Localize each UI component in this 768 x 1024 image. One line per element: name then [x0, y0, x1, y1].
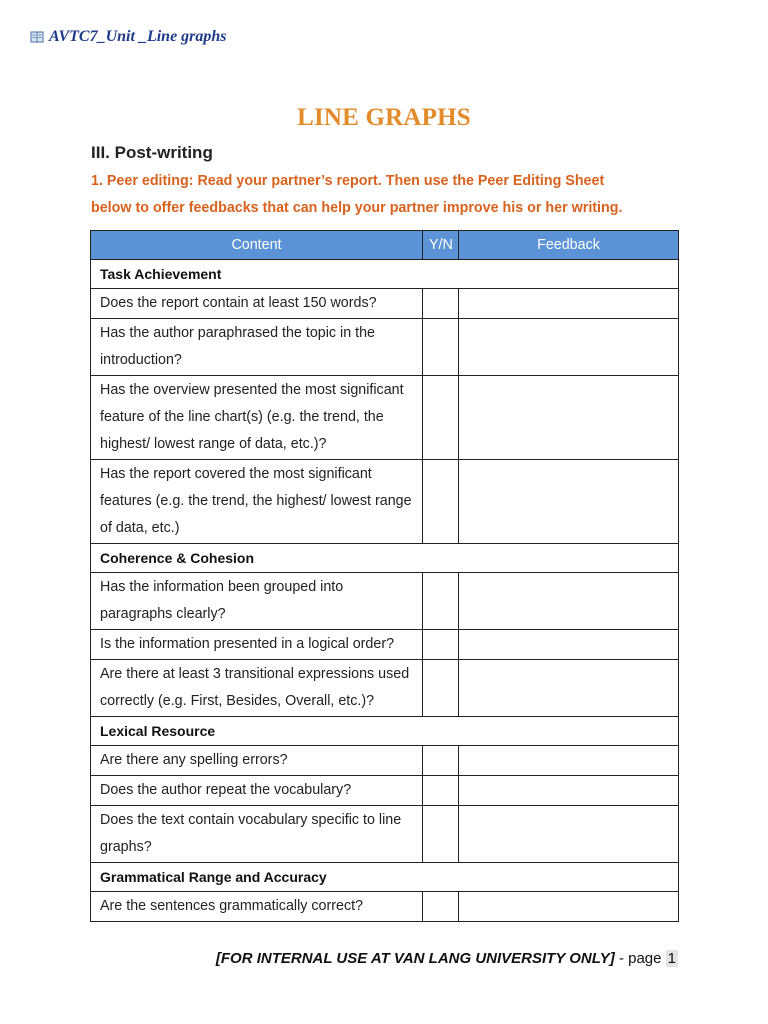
question-text: Does the text contain vocabulary specific to line graphs? — [91, 806, 423, 863]
peer-editing-table — [90, 230, 679, 922]
instruction-text — [91, 168, 691, 222]
category-row — [91, 544, 679, 573]
feedback-cell[interactable] — [459, 892, 679, 922]
question-text: Does the author repeat the vocabulary? — [91, 776, 423, 806]
category-row — [91, 863, 679, 892]
category-row — [91, 260, 679, 289]
table-header-row — [91, 231, 679, 260]
category-label: Task Achievement — [91, 260, 679, 289]
question-text: Are there any spelling errors? — [91, 746, 423, 776]
instruction-line: below to offer feedbacks that can help your partner improve his or her writing. — [91, 200, 623, 216]
header-text: AVTC7_Unit _Line graphs — [49, 28, 227, 45]
category-row — [91, 717, 679, 746]
yn-cell[interactable] — [423, 289, 459, 319]
question-row — [91, 319, 679, 376]
question-text: Has the information been grouped into paragraphs clearly? — [91, 573, 423, 630]
question-row — [91, 746, 679, 776]
feedback-cell[interactable] — [459, 573, 679, 630]
page-number: 1 — [667, 950, 676, 967]
feedback-cell[interactable] — [459, 630, 679, 660]
column-header-content: Content — [91, 231, 423, 260]
feedback-cell[interactable] — [459, 746, 679, 776]
yn-cell[interactable] — [423, 319, 459, 376]
category-label: Lexical Resource — [91, 717, 679, 746]
feedback-cell[interactable] — [459, 660, 679, 717]
question-row — [91, 460, 679, 544]
category-label: Coherence & Cohesion — [91, 544, 679, 573]
yn-cell[interactable] — [423, 660, 459, 717]
question-text: Does the report contain at least 150 words? — [91, 289, 423, 319]
book-icon — [30, 30, 44, 44]
question-row — [91, 289, 679, 319]
question-row — [91, 376, 679, 460]
category-label: Grammatical Range and Accuracy — [91, 863, 679, 892]
yn-cell[interactable] — [423, 806, 459, 863]
table-body — [91, 260, 679, 922]
yn-cell[interactable] — [423, 892, 459, 922]
section-heading: III. Post-writing — [91, 143, 213, 162]
yn-cell[interactable] — [423, 630, 459, 660]
feedback-cell[interactable] — [459, 806, 679, 863]
yn-cell[interactable] — [423, 776, 459, 806]
question-text: Is the information presented in a logical order? — [91, 630, 423, 660]
question-text: Are there at least 3 transitional expressions used correctly (e.g. First, Besides, Overall, etc.)? — [91, 660, 423, 717]
page-footer — [216, 950, 678, 967]
feedback-cell[interactable] — [459, 289, 679, 319]
question-text: Are the sentences grammatically correct? — [91, 892, 423, 922]
yn-cell[interactable] — [423, 376, 459, 460]
question-row — [91, 892, 679, 922]
question-text: Has the overview presented the most significant feature of the line chart(s) (e.g. the trend, the highest/ lowest range of data, etc.)? — [91, 376, 423, 460]
feedback-cell[interactable] — [459, 319, 679, 376]
question-row — [91, 630, 679, 660]
document-header — [30, 28, 227, 46]
question-row — [91, 776, 679, 806]
question-text: Has the author paraphrased the topic in the introduction? — [91, 319, 423, 376]
page-label: - page — [614, 950, 666, 967]
column-header-yn: Y/N — [423, 231, 459, 260]
page-title: LINE GRAPHS — [297, 104, 471, 131]
question-row — [91, 573, 679, 630]
column-header-feedback: Feedback — [459, 231, 679, 260]
yn-cell[interactable] — [423, 746, 459, 776]
question-text: Has the report covered the most significant features (e.g. the trend, the highest/ lowest range of data, etc.) — [91, 460, 423, 544]
yn-cell[interactable] — [423, 460, 459, 544]
footer-note: [FOR INTERNAL USE AT VAN LANG UNIVERSITY ONLY] — [215, 950, 615, 967]
feedback-cell[interactable] — [459, 376, 679, 460]
question-row — [91, 806, 679, 863]
feedback-cell[interactable] — [459, 776, 679, 806]
feedback-cell[interactable] — [459, 460, 679, 544]
instruction-line: 1. Peer editing: Read your partner’s report. Then use the Peer Editing Sheet — [91, 173, 605, 189]
yn-cell[interactable] — [423, 573, 459, 630]
question-row — [91, 660, 679, 717]
